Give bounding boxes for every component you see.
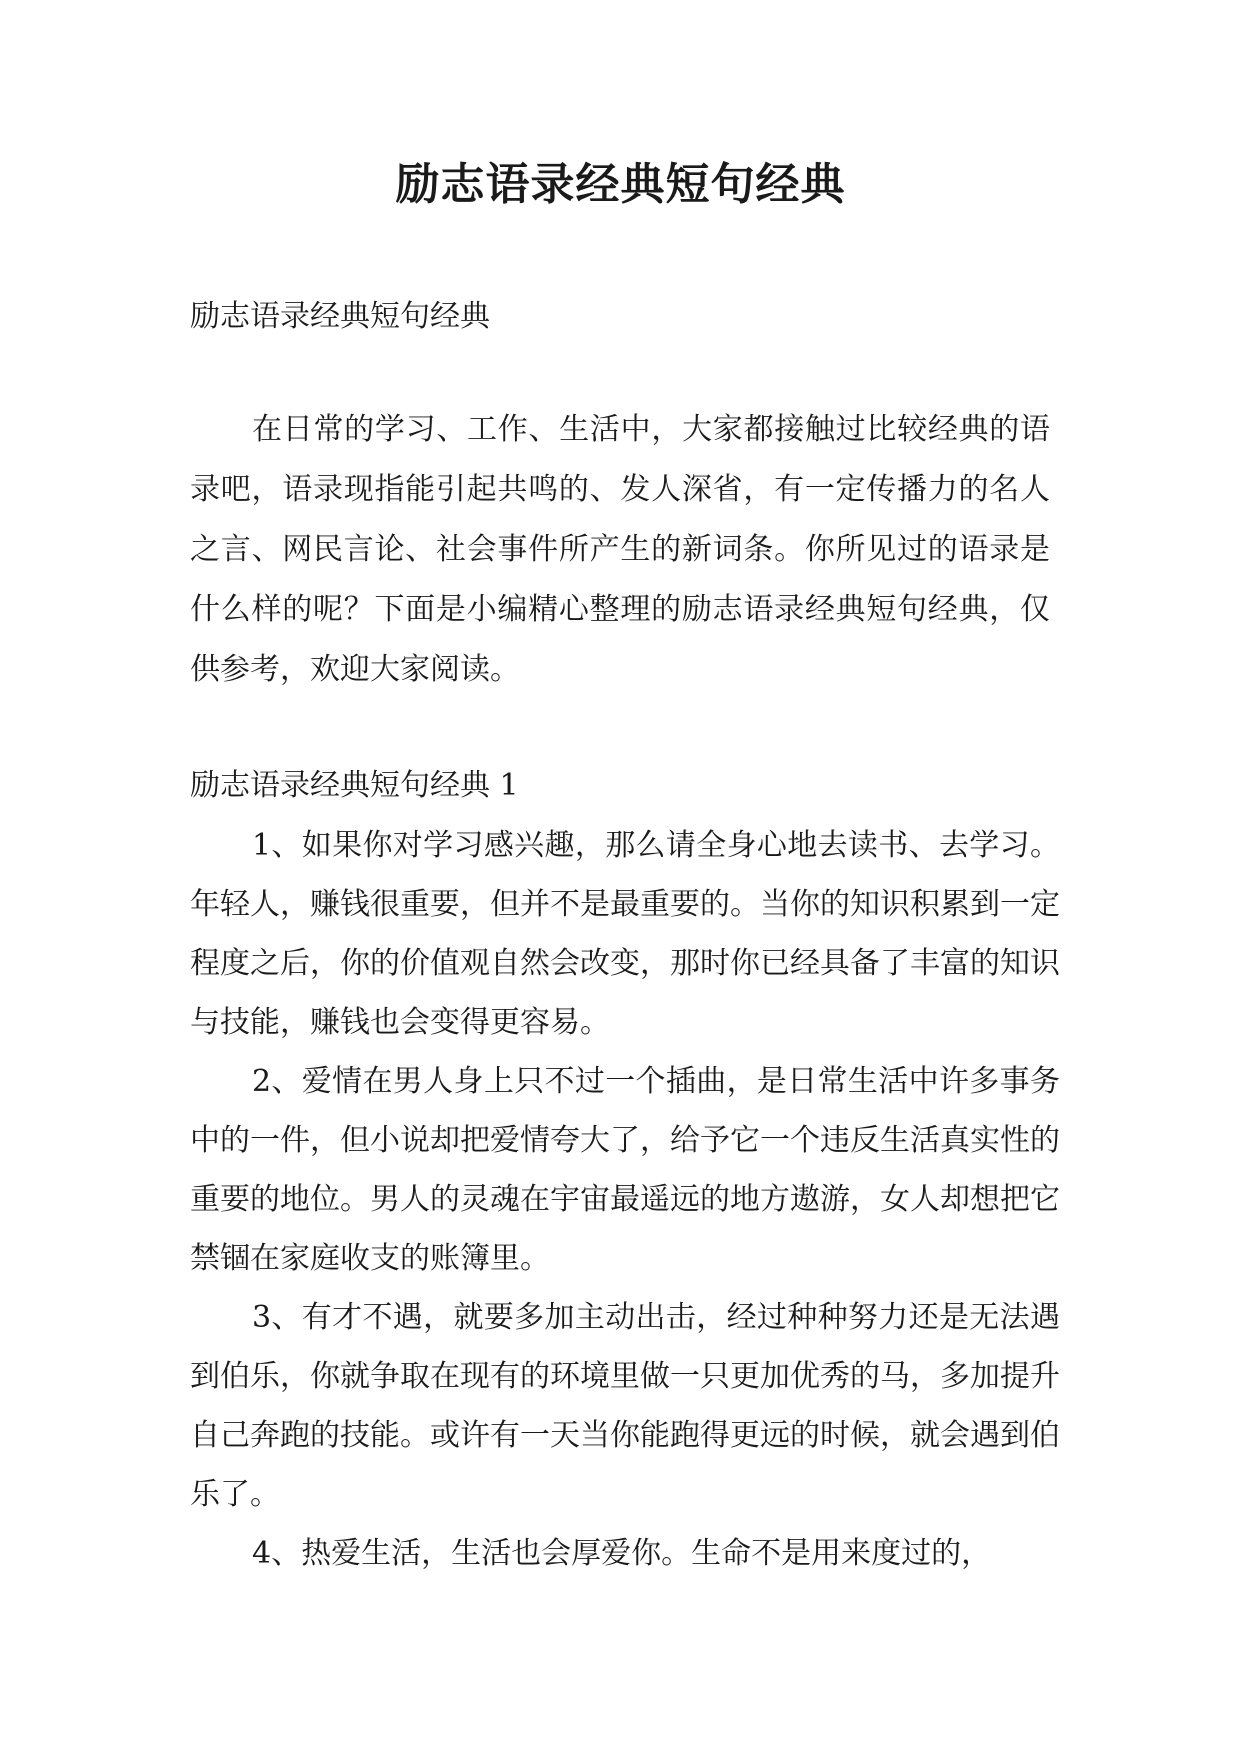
document-title: 励志语录经典短句经典: [395, 159, 846, 210]
section-heading: 励志语录经典短句经典 1: [190, 768, 519, 803]
quote-item-1: 1、如果你对学习感兴趣，那么请全身心地去读书、去学习。年轻人，赚钱很重要，但并不是最重要的。当你的知识积累到一定程度之后，你的价值观自然会改变，那时你已经具备了丰富的知识与技能，赚钱也会变得更容易。: [190, 828, 1060, 1040]
quote-item-4: 4、热爱生活，生活也会厚爱你。生命不是用来度过的，: [252, 1536, 992, 1571]
intro-paragraph: 在日常的学习、工作、生活中，大家都接触过比较经典的语录吧，语录现指能引起共鸣的、发人深省，有一定传播力的名人之言、网民言论、社会事件所产生的新词条。你所见过的语录是什么样的呢？下面是小编精心整理的励志语录经典短句经典，仅供参考，欢迎大家阅读。: [190, 412, 1050, 687]
document-subtitle: 励志语录经典短句经典: [190, 299, 490, 334]
quote-item-3: 3、有才不遇，就要多加主动出击，经过种种努力还是无法遇到伯乐，你就争取在现有的环境里做一只更加优秀的马，多加提升自己奔跑的技能。或许有一天当你能跑得更远的时候，就会遇到伯乐了。: [190, 1300, 1060, 1512]
quote-list: [190, 816, 1060, 1583]
quote-item-2: 2、爱情在男人身上只不过一个插曲，是日常生活中许多事务中的一件，但小说却把爱情夸大了，给予它一个违反生活真实性的重要的地位。男人的灵魂在宇宙最遥远的地方遨游，女人却想把它禁锢在家庭收支的账簿里。: [190, 1064, 1060, 1276]
